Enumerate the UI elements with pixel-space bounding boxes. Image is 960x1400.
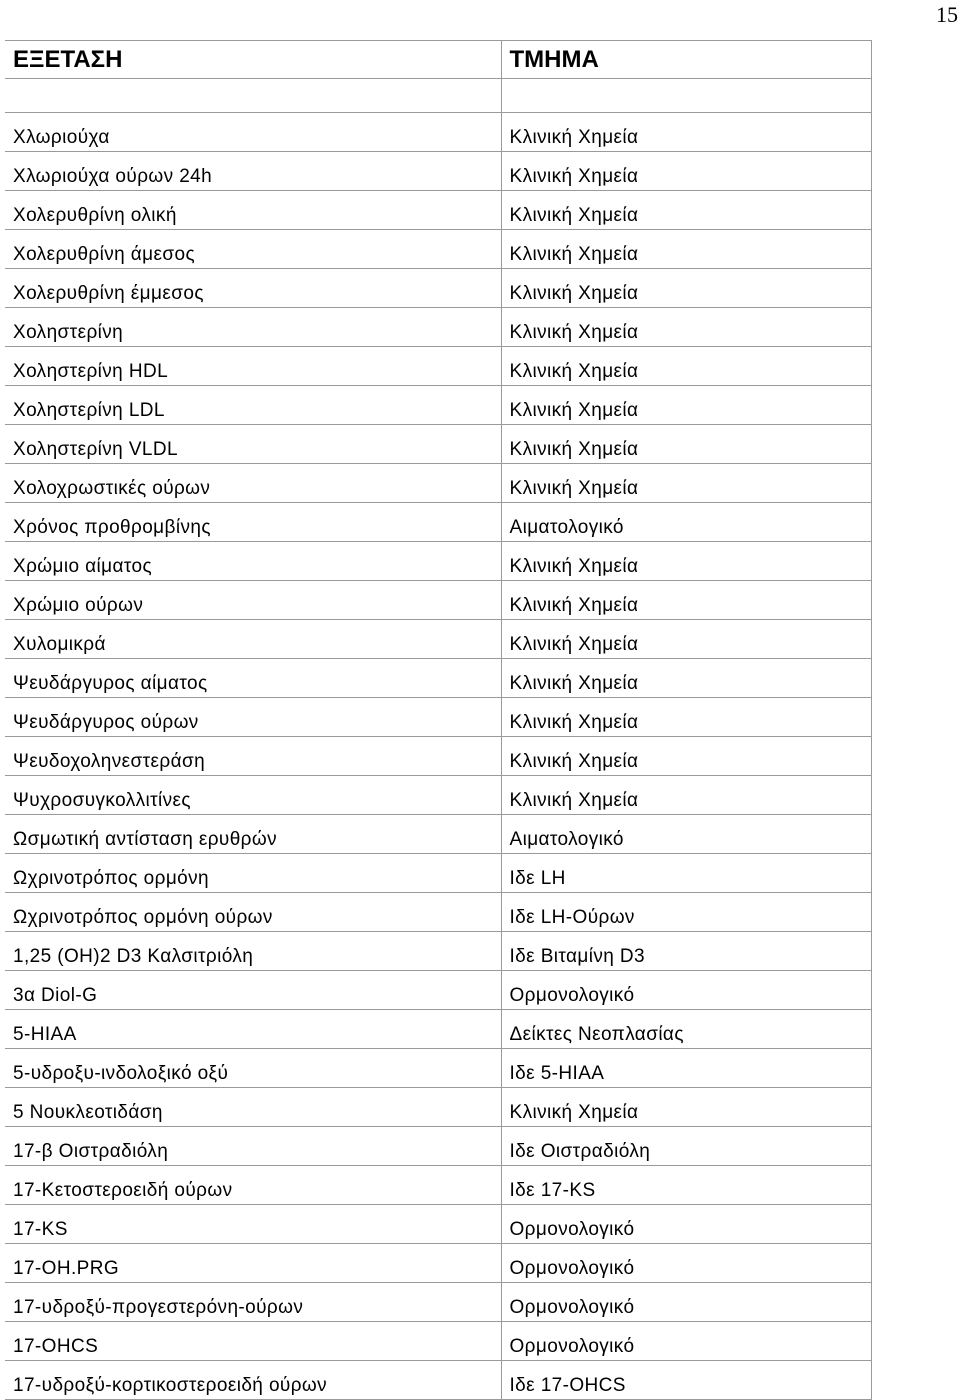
exam-cell: Ωχρινοτρόπος ορμόνη ούρων bbox=[5, 893, 501, 932]
exam-cell: 17-υδροξύ-κορτικοστεροειδή ούρων bbox=[5, 1361, 501, 1400]
exam-cell: Χολοχρωστικές ούρων bbox=[5, 464, 501, 503]
exam-cell: Χλωριούχα bbox=[5, 113, 501, 152]
table-row bbox=[5, 893, 871, 932]
department-cell: Ιδε LH-Ούρων bbox=[501, 893, 871, 932]
exam-cell: 5-HIAA bbox=[5, 1010, 501, 1049]
exam-cell: Χοληστερίνη LDL bbox=[5, 386, 501, 425]
department-cell: Κλινική Χημεία bbox=[501, 581, 871, 620]
department-cell: Κλινική Χημεία bbox=[501, 698, 871, 737]
table-row bbox=[5, 1010, 871, 1049]
exam-cell: 17-KS bbox=[5, 1205, 501, 1244]
table-row bbox=[5, 776, 871, 815]
exam-cell: Χρώμιο αίματος bbox=[5, 542, 501, 581]
exam-cell: Χοληστερίνη VLDL bbox=[5, 425, 501, 464]
table-row bbox=[5, 581, 871, 620]
department-cell: Κλινική Χημεία bbox=[501, 347, 871, 386]
table-row bbox=[5, 542, 871, 581]
header-exam: ΕΞΕΤΑΣΗ bbox=[5, 41, 501, 79]
department-cell: Κλινική Χημεία bbox=[501, 542, 871, 581]
exam-cell: 5 Νουκλεοτιδάση bbox=[5, 1088, 501, 1127]
department-cell: Κλινική Χημεία bbox=[501, 386, 871, 425]
exam-cell: Χοληστερίνη HDL bbox=[5, 347, 501, 386]
exam-cell: Ψυχροσυγκολλιτίνες bbox=[5, 776, 501, 815]
table-header-row bbox=[5, 41, 871, 79]
department-cell: Ιδε 17-OHCS bbox=[501, 1361, 871, 1400]
table-row bbox=[5, 698, 871, 737]
table-row bbox=[5, 191, 871, 230]
department-cell: Κλινική Χημεία bbox=[501, 464, 871, 503]
exam-cell: Χλωριούχα ούρων 24h bbox=[5, 152, 501, 191]
exam-cell: 17-β Οιστραδιόλη bbox=[5, 1127, 501, 1166]
exam-cell: Χοληστερίνη bbox=[5, 308, 501, 347]
table-row bbox=[5, 152, 871, 191]
exam-cell: Χολερυθρίνη άμεσος bbox=[5, 230, 501, 269]
table-row bbox=[5, 1244, 871, 1283]
exam-cell: 17-υδροξύ-προγεστερόνη-ούρων bbox=[5, 1283, 501, 1322]
exam-cell: Χρώμιο ούρων bbox=[5, 581, 501, 620]
exam-cell: Ωχρινοτρόπος ορμόνη bbox=[5, 854, 501, 893]
department-cell: Κλινική Χημεία bbox=[501, 1088, 871, 1127]
table-row bbox=[5, 386, 871, 425]
department-cell: Ορμονολογικό bbox=[501, 1283, 871, 1322]
department-cell: Κλινική Χημεία bbox=[501, 308, 871, 347]
department-cell: Δείκτες Νεοπλασίας bbox=[501, 1010, 871, 1049]
table-row bbox=[5, 230, 871, 269]
department-cell: Αιματολογικό bbox=[501, 503, 871, 542]
table-row bbox=[5, 1283, 871, 1322]
exam-cell: 17-Κετοστεροειδή ούρων bbox=[5, 1166, 501, 1205]
table-row bbox=[5, 269, 871, 308]
table-row bbox=[5, 620, 871, 659]
table-row bbox=[5, 1127, 871, 1166]
table-row bbox=[5, 1205, 871, 1244]
table-row bbox=[5, 854, 871, 893]
table-row bbox=[5, 1322, 871, 1361]
department-cell: Κλινική Χημεία bbox=[501, 230, 871, 269]
department-cell: Κλινική Χημεία bbox=[501, 152, 871, 191]
page-number: 15 bbox=[936, 2, 958, 27]
exam-department-table bbox=[5, 40, 872, 1400]
exam-cell: Χυλομικρά bbox=[5, 620, 501, 659]
spacer-cell bbox=[5, 79, 501, 113]
exam-cell: 17-OHCS bbox=[5, 1322, 501, 1361]
exam-cell: 5-υδροξυ-ινδολοξικό οξύ bbox=[5, 1049, 501, 1088]
exam-cell: 1,25 (OH)2 D3 Καλσιτριόλη bbox=[5, 932, 501, 971]
table-row bbox=[5, 932, 871, 971]
exam-cell: Ψευδάργυρος αίματος bbox=[5, 659, 501, 698]
header-department: ΤΜΗΜΑ bbox=[501, 41, 871, 79]
department-cell: Ιδε Οιστραδιόλη bbox=[501, 1127, 871, 1166]
table-row bbox=[5, 815, 871, 854]
exam-cell: Χολερυθρίνη έμμεσος bbox=[5, 269, 501, 308]
spacer-cell bbox=[501, 79, 871, 113]
table-spacer-row bbox=[5, 79, 871, 113]
exam-cell: Ψευδάργυρος ούρων bbox=[5, 698, 501, 737]
exam-cell: 17-OH.PRG bbox=[5, 1244, 501, 1283]
department-cell: Αιματολογικό bbox=[501, 815, 871, 854]
table-row bbox=[5, 659, 871, 698]
department-cell: Ιδε Βιταμίνη D3 bbox=[501, 932, 871, 971]
department-cell: Ορμονολογικό bbox=[501, 1244, 871, 1283]
department-cell: Κλινική Χημεία bbox=[501, 425, 871, 464]
exam-cell: Χρόνος προθρομβίνης bbox=[5, 503, 501, 542]
table-row bbox=[5, 464, 871, 503]
department-cell: Ιδε LH bbox=[501, 854, 871, 893]
table-body bbox=[5, 79, 871, 1400]
exam-cell: Χολερυθρίνη ολική bbox=[5, 191, 501, 230]
department-cell: Κλινική Χημεία bbox=[501, 269, 871, 308]
table-row bbox=[5, 971, 871, 1010]
exam-cell: Ωσμωτική αντίσταση ερυθρών bbox=[5, 815, 501, 854]
department-cell: Κλινική Χημεία bbox=[501, 737, 871, 776]
department-cell: Ιδε 5-HIAA bbox=[501, 1049, 871, 1088]
table-row bbox=[5, 425, 871, 464]
exam-cell: Ψευδοχοληνεστεράση bbox=[5, 737, 501, 776]
department-cell: Ορμονολογικό bbox=[501, 1205, 871, 1244]
table-row bbox=[5, 308, 871, 347]
table-row bbox=[5, 1088, 871, 1127]
department-cell: Κλινική Χημεία bbox=[501, 659, 871, 698]
department-cell: Κλινική Χημεία bbox=[501, 620, 871, 659]
exam-cell: 3α Diol-G bbox=[5, 971, 501, 1010]
table-row bbox=[5, 347, 871, 386]
department-cell: Ορμονολογικό bbox=[501, 971, 871, 1010]
department-cell: Κλινική Χημεία bbox=[501, 776, 871, 815]
table-row bbox=[5, 503, 871, 542]
department-cell: Κλινική Χημεία bbox=[501, 113, 871, 152]
table-row bbox=[5, 737, 871, 776]
department-cell: Ιδε 17-KS bbox=[501, 1166, 871, 1205]
table-row bbox=[5, 1361, 871, 1400]
table-row bbox=[5, 1049, 871, 1088]
table-row bbox=[5, 113, 871, 152]
department-cell: Κλινική Χημεία bbox=[501, 191, 871, 230]
department-cell: Ορμονολογικό bbox=[501, 1322, 871, 1361]
table-row bbox=[5, 1166, 871, 1205]
